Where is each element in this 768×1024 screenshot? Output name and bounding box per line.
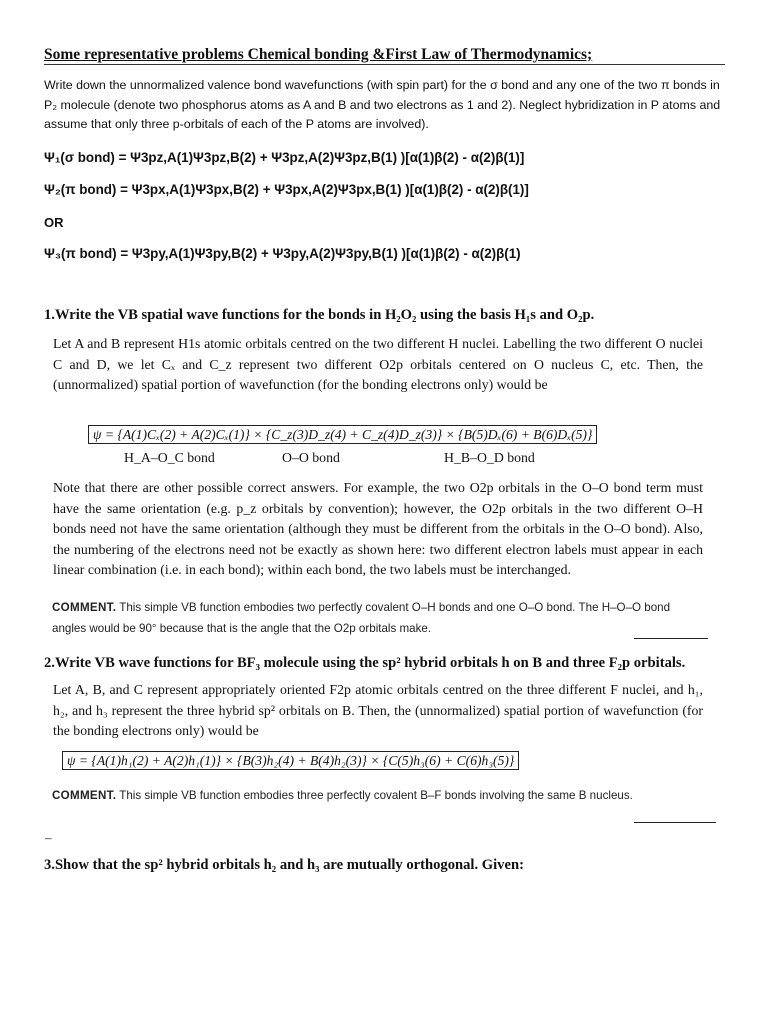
wavefunction-psi3: Ψ₃(π bond) = Ψ3py,A(1)Ψ3py,B(2) + Ψ3py,A(2)Ψ3py,B(1) )[α(1)β(2) - α(2)β(1): [44, 246, 521, 261]
question-1-heading: 1.Write the VB spatial wave functions for the bonds in H₂O₂ using the basis H₁s and O₂p.: [44, 307, 595, 323]
dash-mark: –: [45, 830, 52, 845]
comment-label: COMMENT.: [52, 601, 117, 614]
comment-text: This simple VB function embodies two perfectly covalent O–H bonds and one O–O bond. The H–O–O bond angles would be 90° because that is the angle that the O2p orbitals make.: [52, 601, 671, 635]
question-2-answer: Let A, B, and C represent appropriately oriented F2p atomic orbitals centred on the three different F nuclei, and h₁, h₂, and h₃ represent the three hybrid sp² orbitals on B. Then, the (unnormalized) spatial portion of wavefunction (for the bonding electrons only) would be: [53, 682, 703, 738]
question-1-equation: ψ = {A(1)Cₓ(2) + A(2)Cₓ(1)} × {C_z(3)D_z(4) + C_z(4)D_z(3)} × {B(5)Dₓ(6) + B(6)Dₓ(5)}: [88, 425, 597, 444]
intro-paragraph: Write down the unnormalized valence bond wavefunctions (with spin part) for the σ bond and any one of the two π bonds in P₂ molecule (denote two phosphorus atoms as A and B and two electrons as 1 and 2). Neglect hybridization in P atoms and assume that only three p-orbitals of each of the P atoms are involved).: [44, 78, 721, 131]
label-o-o-bond: O–O bond: [282, 450, 340, 465]
question-1-comment: [52, 598, 692, 639]
label-hb-od-bond: H_B–O_D bond: [444, 450, 535, 465]
question-2-equation: ψ = {A(1)h₁(2) + A(2)h₁(1)} × {B(3)h₂(4) + B(4)h₂(3)} × {C(5)h₃(6) + C(6)h₃(5)}: [62, 751, 519, 770]
question-2-equation-row: [62, 752, 519, 770]
answer-blank-line: [634, 638, 708, 639]
or-separator: OR: [44, 215, 64, 230]
title-divider: [44, 64, 725, 65]
question-2-heading: 2.Write VB wave functions for BF₃ molecule using the sp² hybrid orbitals h on B and three F₂p orbitals.: [44, 655, 686, 671]
comment-label: COMMENT.: [52, 789, 117, 802]
wavefunction-psi1: Ψ₁(σ bond) = Ψ3pz,A(1)Ψ3pz,B(2) + Ψ3pz,A(2)Ψ3pz,B(1) )[α(1)β(2) - α(2)β(1)]: [44, 150, 525, 165]
question-2-comment: [52, 786, 642, 807]
answer-blank-line: [634, 822, 716, 823]
document-title: Some representative problems Chemical bonding &First Law of Thermodynamics;: [44, 46, 593, 63]
question-1-equation-row: [88, 426, 597, 444]
question-3-heading: 3.Show that the sp² hybrid orbitals h₂ and h₃ are mutually orthogonal. Given:: [44, 857, 524, 873]
comment-text: This simple VB function embodies three perfectly covalent B–F bonds involving the same B nucleus.: [119, 789, 633, 802]
question-1-note: Note that there are other possible correct answers. For example, the two O2p orbitals in the O–O bond term must have the same orientation (e.g. p_z orbitals by convention); however, the O2p orbitals in the two different O–H bonds need not have the same orientation (although they must be different from the orbitals in the O–O bond). Also, the numbering of the electrons need not be exactly as shown here: two different electron labels must appear in each linear combination (i.e. in each bond); within each bond, the two labels must be interchanged.: [53, 480, 703, 577]
wavefunction-psi2: Ψ₂(π bond) = Ψ3px,A(1)Ψ3px,B(2) + Ψ3px,A(2)Ψ3px,B(1) )[α(1)β(2) - α(2)β(1)]: [44, 182, 529, 197]
label-h-o-bond: H_A–O_C bond: [124, 450, 215, 465]
question-1-answer: Let A and B represent H1s atomic orbitals centred on the two different H nuclei. Labelling the two different O nuclei C and D, we let Cₓ and C_z represent two different O2p orbitals centered on O nucleus C, etc. Then, the (unnormalized) spatial portion of wavefunction (for the bonding electrons only) would be: [53, 336, 703, 392]
